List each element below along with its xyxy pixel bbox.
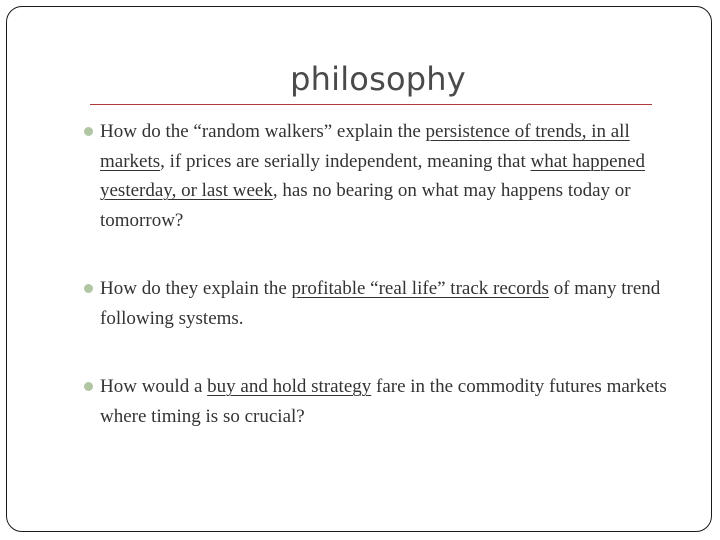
bullet-text-part: fare in the commodity futures markets where timing is so crucial? <box>100 376 667 427</box>
bullet-list <box>84 117 674 431</box>
bullet-dot-icon <box>84 127 93 136</box>
bullet-text-part: , if prices are serially independent, meaning that <box>160 150 531 172</box>
bullet-item-1 <box>84 117 674 235</box>
bullet-item-2 <box>84 274 674 333</box>
bullet-item-3 <box>84 372 674 431</box>
bullet-text-part: How do they explain the <box>100 278 292 299</box>
bullet-text-part: How do the “random walkers” explain the <box>100 121 426 142</box>
underlined-phrase: buy and hold strategy <box>207 376 372 397</box>
title-divider <box>90 104 652 105</box>
underlined-phrase: what happened yesterday, or last week <box>100 150 646 201</box>
underlined-phrase: profitable “real life” track records <box>291 278 549 299</box>
slide-title: philosophy <box>290 60 466 98</box>
bullet-text-part: of many trend following systems. <box>100 278 661 329</box>
underlined-phrase: persistence of trends, in all markets <box>100 121 630 172</box>
bullet-dot-icon <box>84 284 93 293</box>
bullet-dot-icon <box>84 382 93 391</box>
bullet-text-part: How would a <box>100 376 208 397</box>
bullet-text-part: , has no bearing on what may happens today or tomorrow? <box>100 180 631 231</box>
